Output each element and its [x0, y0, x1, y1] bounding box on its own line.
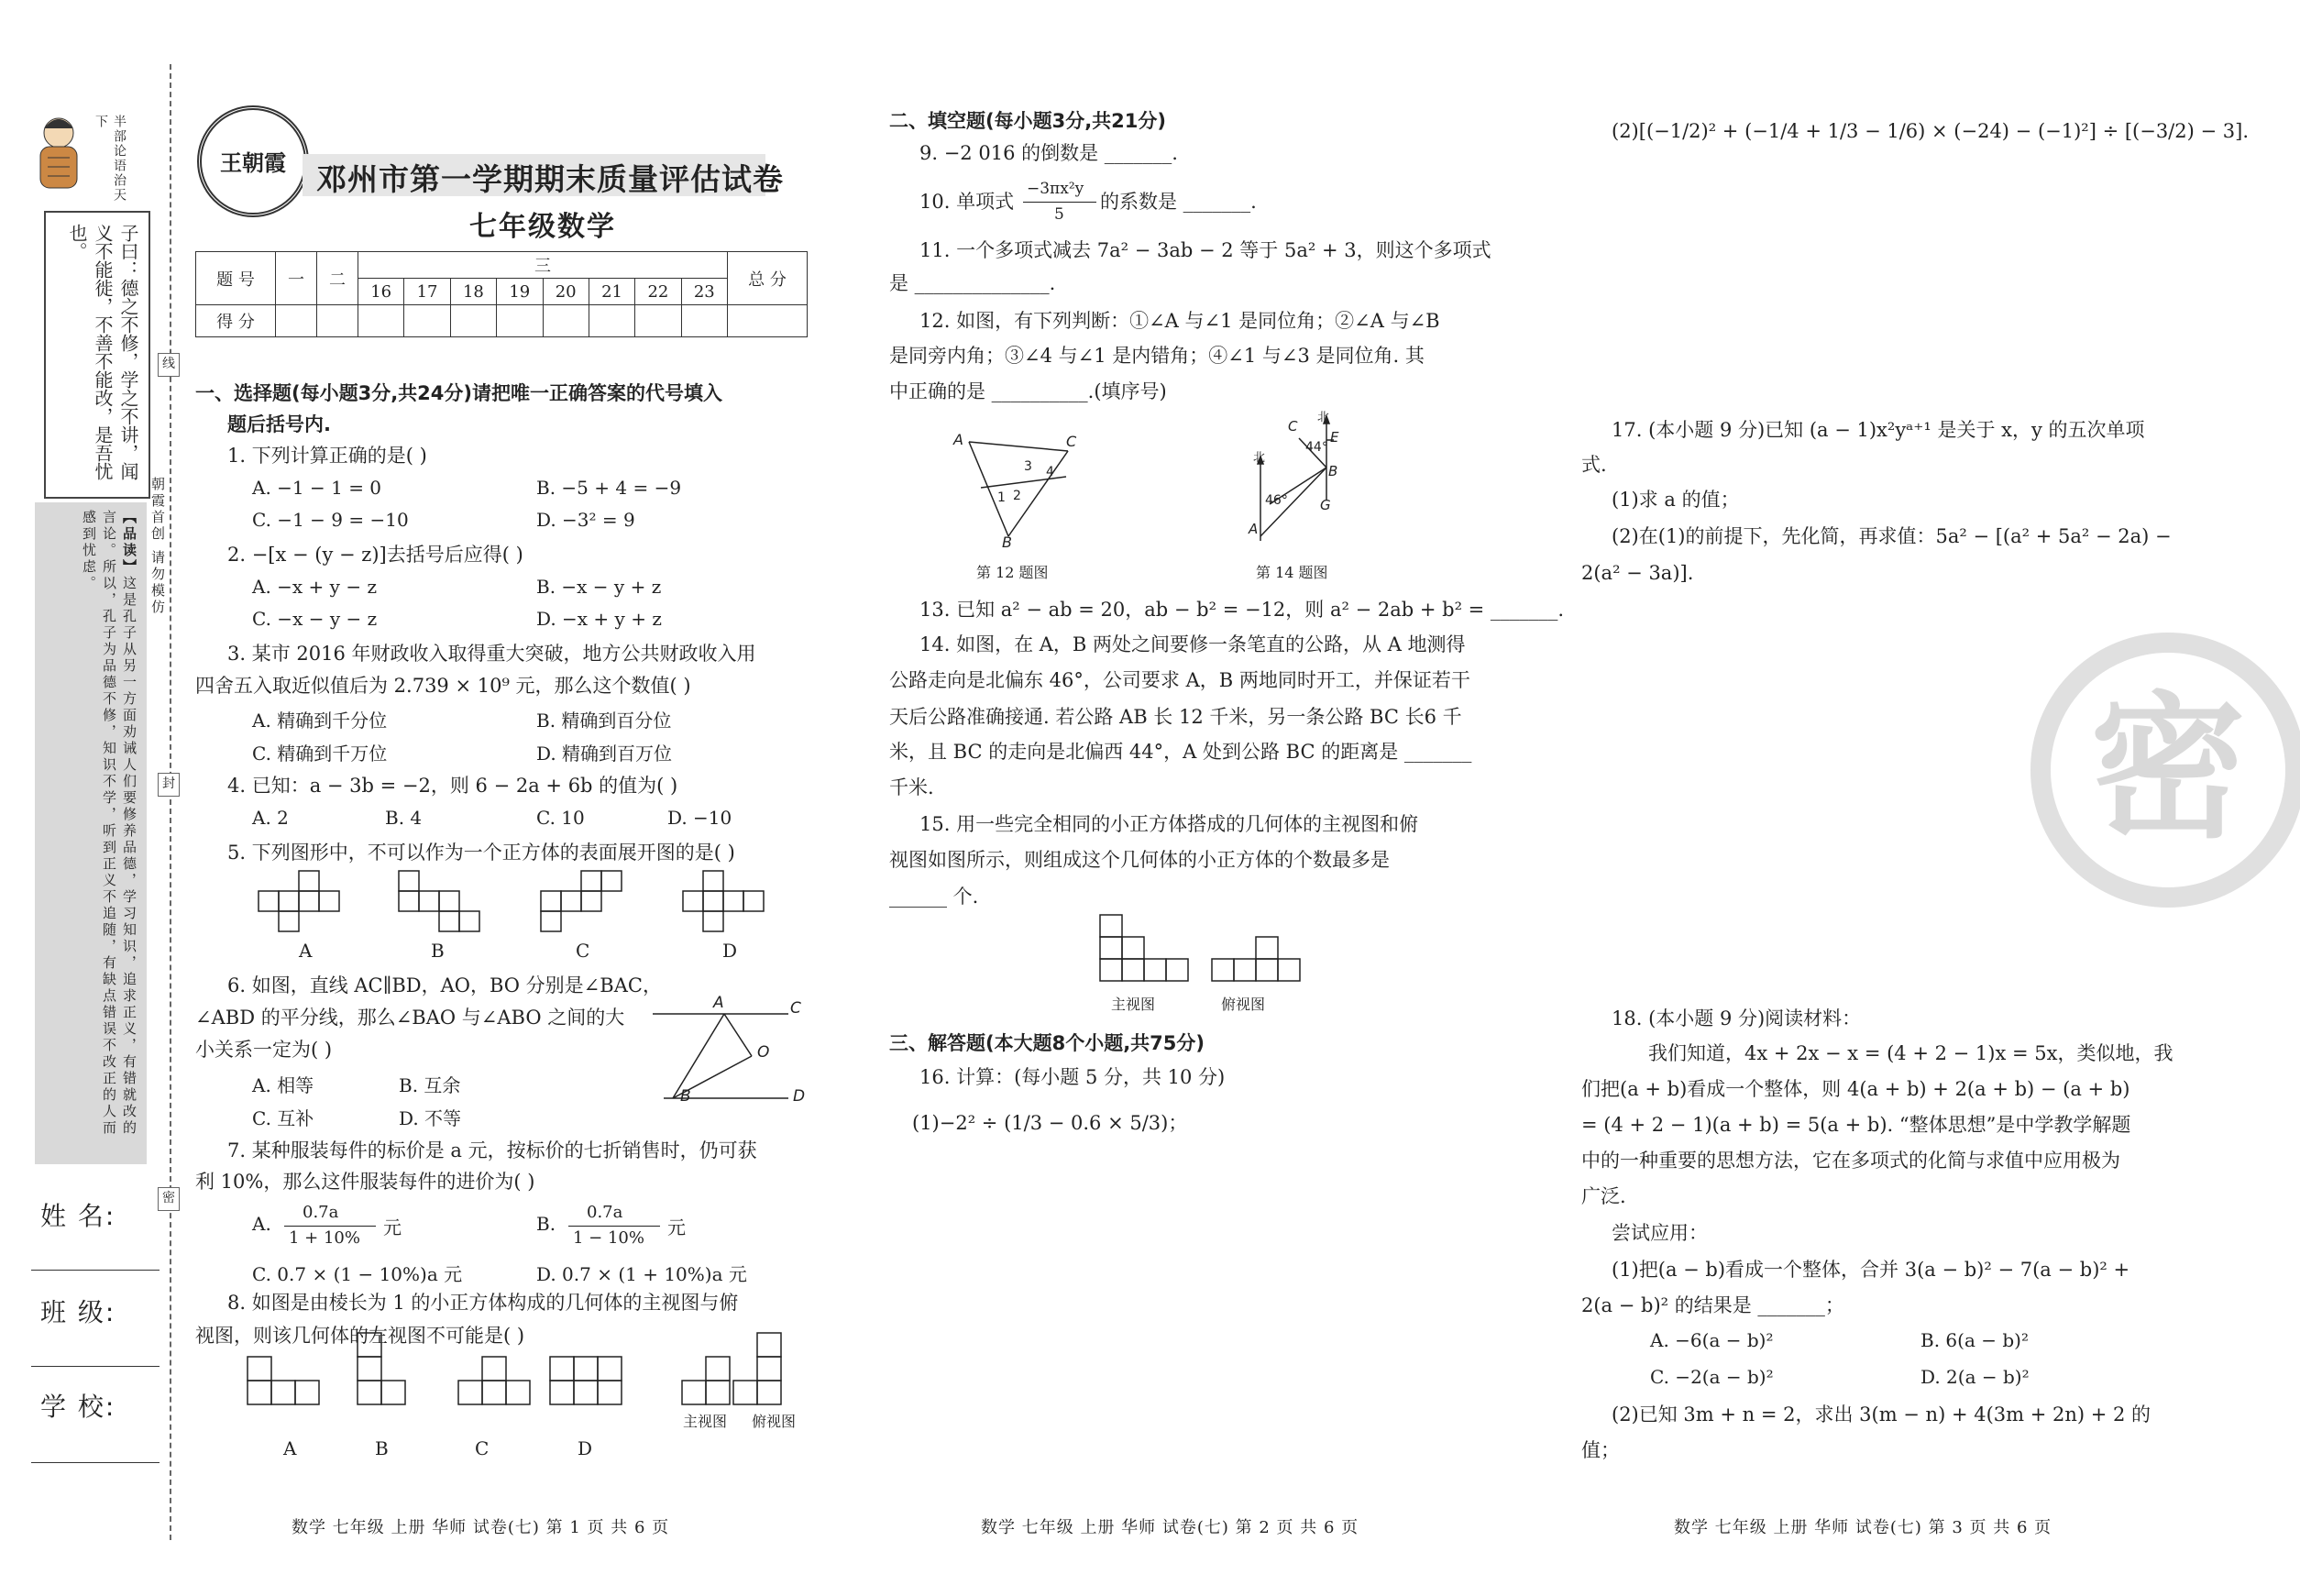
section-2-title: 二、填空题(每小题3分,共21分)	[889, 110, 1167, 132]
q14-line3: 天后公路准确接通. 若公路 AB 长 12 千米，另一条公路 BC 长6 千	[889, 706, 1462, 728]
school-field-line[interactable]	[31, 1462, 160, 1463]
score-cell[interactable]	[276, 305, 317, 337]
q18-line4: = (4 + 2 − 1)(a + b) = 5(a + b). “整体思想”是中学教学解题	[1581, 1114, 2131, 1136]
q18-opt-d: D. 2(a − b)²	[1920, 1366, 2030, 1388]
q10-numerator: −3πx²y	[1027, 180, 1084, 198]
q5-label-c: C	[576, 940, 590, 962]
q6-point-d: D	[793, 1087, 806, 1106]
q7-opt-b-unit: 元	[667, 1216, 686, 1238]
q-num-23: 23	[681, 279, 727, 305]
quote-box	[44, 211, 150, 499]
school-label: 学 校:	[40, 1392, 116, 1422]
section-1-title-cont: 题后括号内.	[227, 413, 331, 435]
q6-point-o: O	[757, 1043, 770, 1062]
q4-opt-c: C. 10	[536, 807, 585, 829]
q8-label-b: B	[375, 1437, 389, 1459]
q2-opt-d: D. −x + y + z	[536, 608, 662, 630]
q3-opt-d: D. 精确到百万位	[536, 743, 673, 765]
q9: 9. −2 016 的倒数是 _______.	[919, 142, 1178, 164]
fig12-label-b: B	[1002, 534, 1012, 551]
q6-point-c: C	[790, 999, 801, 1018]
q18-part2-line2: 值；	[1581, 1439, 1620, 1461]
score-cell[interactable]	[404, 305, 450, 337]
header-score: 得 分	[196, 305, 276, 337]
pindu-body: 这是孔子从另一方面劝诫人们要修养品德，学习知识，追求正义，有错就改的言论。所以，孔子为品德不修，知识不学，听到正义不追随，有缺点错误不改正的人而感到忧虑。	[81, 510, 138, 1137]
q18-part1-line2: 2(a − b)² 的结果是 _______；	[1581, 1294, 1844, 1316]
q3-line2: 四舍五入取近似值后为 2.739 × 10⁹ 元，那么这个数值( )	[195, 675, 691, 697]
header-total: 总 分	[728, 252, 808, 305]
fig14-point-g: G	[1320, 497, 1331, 513]
q7-opt-b-num: 0.7a	[587, 1203, 623, 1222]
q4: 4. 已知：a − 3b = −2，则 6 − 2a + 6b 的值为( )	[227, 775, 678, 797]
q-num-16: 16	[358, 279, 404, 305]
q3-opt-b: B. 精确到百分位	[536, 710, 672, 732]
q14-line2: 公路走向是北偏东 46°，公司要求 A，B 两地同时开工，并保证若干	[889, 669, 1470, 691]
q7-opt-b-den: 1 − 10%	[573, 1228, 644, 1248]
q2-opt-a: A. −x + y − z	[252, 576, 377, 598]
q10-suffix: 的系数是 _______.	[1100, 191, 1257, 213]
q1-opt-d: D. −3² = 9	[536, 509, 635, 531]
pindu-box	[35, 502, 147, 1164]
q15-line1: 15. 用一些完全相同的小正方体搭成的几何体的主视图和俯	[919, 813, 1419, 835]
q6-opt-d: D. 不等	[399, 1107, 462, 1129]
score-cell[interactable]	[635, 305, 681, 337]
q17-line2: 式.	[1581, 454, 1607, 476]
section-3-title: 三、解答题(本大题8个小题,共75分)	[889, 1032, 1205, 1054]
fig14-caption: 第 14 题图	[1256, 564, 1328, 581]
q7-opt-b-label: B.	[536, 1213, 556, 1235]
footer-page-3: 数学 七年级 上册 华师 试卷(七) 第 3 页 共 6 页	[1674, 1518, 2052, 1537]
q17-part2-line2: 2(a² − 3a)].	[1581, 562, 1694, 584]
q3-opt-c: C. 精确到千万位	[252, 743, 388, 765]
binding-mark-line: 线	[158, 353, 180, 377]
q-num-21: 21	[589, 279, 634, 305]
q18-part1-line1: (1)把(a − b)看成一个整体，合并 3(a − b)² − 7(a − b)² +	[1612, 1259, 2130, 1281]
q16: 16. 计算：(每小题 5 分，共 10 分)	[919, 1066, 1226, 1088]
q10-prefix: 10. 单项式	[919, 191, 1015, 213]
quote-text: 子曰：德之不修，学之不讲，闻义不能徙，不善不能改，是吾忧也。	[66, 224, 139, 480]
q6-line2: ∠ABD 的平分线，那么∠BAO 与∠ABO 之间的大	[195, 1007, 625, 1029]
q18-opt-a: A. −6(a − b)²	[1650, 1329, 1774, 1351]
q6-point-b: B	[680, 1087, 691, 1106]
q8-label-d: D	[578, 1437, 593, 1459]
brand-logo-text: 王朝霞	[220, 149, 286, 176]
confucius-image	[31, 110, 86, 197]
header-section-three: 三	[358, 252, 728, 279]
q11-line2: 是 ______________.	[889, 272, 1056, 294]
score-cell[interactable]	[728, 305, 808, 337]
footer-page-2: 数学 七年级 上册 华师 试卷(七) 第 2 页 共 6 页	[981, 1518, 1359, 1537]
score-cell[interactable]	[543, 305, 589, 337]
q7-opt-a-unit: 元	[383, 1216, 402, 1238]
header-section-one: 一	[276, 252, 317, 305]
q6-figure	[653, 999, 809, 1105]
fig12-label-3: 3	[1024, 459, 1032, 474]
q4-opt-b: B. 4	[385, 807, 423, 829]
footer-page-1: 数学 七年级 上册 华师 试卷(七) 第 1 页 共 6 页	[292, 1518, 670, 1537]
q2-opt-b: B. −x − y + z	[536, 576, 662, 598]
fig12-label-a: A	[953, 431, 963, 448]
secret-stamp-text: 密	[2089, 678, 2246, 860]
q5: 5. 下列图形中，不可以作为一个正方体的表面展开图的是( )	[227, 842, 735, 864]
score-cell[interactable]	[317, 305, 358, 337]
q1-opt-b: B. −5 + 4 = −9	[536, 477, 682, 499]
binding-mark-secret: 密	[158, 1187, 180, 1211]
name-field-line[interactable]	[31, 1270, 160, 1271]
q17-part1: (1)求 a 的值；	[1612, 489, 1740, 511]
score-cell[interactable]	[450, 305, 496, 337]
section-1-title: 一、选择题(每小题3分,共24分)请把唯一正确答案的代号填入	[195, 382, 723, 404]
class-label: 班 级:	[40, 1297, 116, 1327]
fig14-north-right: 北	[1317, 411, 1330, 424]
q5-figures	[257, 871, 770, 935]
copyright-notice: 朝霞首创 请勿模仿	[149, 477, 166, 616]
q18-line2: 我们知道，4x + 2x − x = (4 + 2 − 1)x = 5x，类似地，我	[1648, 1042, 2173, 1064]
score-cell[interactable]	[589, 305, 634, 337]
strip-motto: 半部论语治天下	[94, 115, 127, 203]
q15-top-view-label: 俯视图	[1221, 996, 1266, 1013]
q3-line1: 3. 某市 2016 年财政收入取得重大突破，地方公共财政收入用	[227, 643, 756, 665]
q2: 2. −[x − (y − z)]去括号后应得( )	[227, 544, 523, 566]
q17-line1: 17. (本小题 9 分)已知 (a − 1)x²yᵃ⁺¹ 是关于 x，y 的五次单项	[1612, 419, 2145, 441]
q14-line5: 千米.	[889, 776, 934, 798]
q6-opt-c: C. 互补	[252, 1107, 314, 1129]
q8-top-view-label: 俯视图	[752, 1413, 797, 1430]
q4-opt-d: D. −10	[667, 807, 732, 829]
score-cell[interactable]	[497, 305, 543, 337]
q7-opt-c: C. 0.7 × (1 − 10%)a 元	[252, 1263, 463, 1285]
class-field-line[interactable]	[31, 1366, 160, 1367]
q7-opt-a-label: A.	[252, 1213, 271, 1235]
binding-line	[170, 64, 171, 1540]
fig12-label-c: C	[1066, 433, 1077, 450]
q15-main-view-label: 主视图	[1111, 996, 1156, 1013]
q18-part2-line1: (2)已知 3m + n = 2，求出 3(m − n) + 4(3m + 2n) + 2 的	[1612, 1403, 2151, 1425]
binding-mark-seal: 封	[158, 773, 180, 797]
fig14-point-e: E	[1330, 429, 1339, 446]
q6-point-a: A	[713, 994, 724, 1012]
score-cell[interactable]	[358, 305, 404, 337]
q7-opt-a-fracbar	[284, 1226, 376, 1227]
fig14-north-left: 北	[1253, 451, 1266, 465]
score-table	[195, 251, 808, 337]
q1-opt-a: A. −1 − 1 = 0	[252, 477, 382, 499]
header-question-no: 题 号	[196, 252, 276, 305]
q3-opt-a: A. 精确到千分位	[252, 710, 388, 732]
q12-line2: 是同旁内角；③∠4 与∠1 是内错角；④∠1 与∠3 是同位角. 其	[889, 345, 1425, 367]
name-label: 姓 名:	[40, 1201, 116, 1231]
exam-title: 邓州市第一学期期末质量评估试卷	[316, 161, 784, 197]
confucius-figure	[31, 110, 86, 197]
q7-opt-a-den: 1 + 10%	[289, 1228, 360, 1248]
q1-opt-c: C. −1 − 9 = −10	[252, 509, 409, 531]
q6-line1: 6. 如图，直线 AC∥BD，AO，BO 分别是∠BAC，	[227, 974, 662, 996]
q8-line2: 视图，则该几何体的左视图不可能是( )	[195, 1325, 525, 1347]
fig12-label-1: 1	[997, 490, 1006, 505]
q13: 13. 已知 a² − ab = 20，ab − b² = −12，则 a² − 2ab + b² = _______.	[919, 599, 1565, 621]
fig14-point-b: B	[1328, 463, 1338, 479]
q8-label-a: A	[283, 1437, 297, 1459]
q-num-18: 18	[450, 279, 496, 305]
q15-line3: ______ 个.	[889, 886, 979, 908]
q-num-17: 17	[404, 279, 450, 305]
q12-line1: 12. 如图，有下列判断：①∠A 与∠1 是同位角；②∠A 与∠B	[919, 310, 1440, 332]
secret-stamp	[2030, 633, 2300, 908]
brand-logo	[197, 105, 309, 217]
q7-opt-a-num: 0.7a	[303, 1203, 339, 1222]
header-section-two: 二	[317, 252, 358, 305]
q6-opt-a: A. 相等	[252, 1074, 314, 1096]
q7-opt-b-fracbar	[568, 1226, 660, 1227]
q5-label-d: D	[722, 940, 738, 962]
q17-part2-line1: (2)在(1)的前提下，先化简，再求值：5a² − [(a² + 5a² − 2a) −	[1612, 525, 2172, 547]
q7-line1: 7. 某种服装每件的标价是 a 元，按标价的七折销售时，仍可获	[227, 1139, 757, 1161]
q7-line2: 利 10%，那么这件服装每件的进价为( )	[195, 1171, 535, 1193]
q8-label-c: C	[475, 1437, 490, 1459]
q10-fracbar	[1023, 202, 1096, 203]
fig14-angle-46: 46°	[1265, 493, 1288, 508]
q-num-19: 19	[497, 279, 543, 305]
q18-line5: 中的一种重要的思想方法，它在多项式的化简与求值中应用极为	[1581, 1150, 2120, 1172]
q5-label-b: B	[431, 940, 445, 962]
q18-opt-b: B. 6(a − b)²	[1920, 1329, 2029, 1351]
q15-line2: 视图如图所示，则组成这个几何体的小正方体的个数最多是	[889, 849, 1390, 871]
q6-line3: 小关系一定为( )	[195, 1039, 333, 1061]
q1: 1. 下列计算正确的是( )	[227, 445, 427, 467]
fig14-point-c: C	[1288, 418, 1298, 435]
exam-subtitle: 七年级数学	[469, 211, 616, 243]
q18-opt-c: C. −2(a − b)²	[1650, 1366, 1774, 1388]
q-num-22: 22	[635, 279, 681, 305]
q11-line1: 11. 一个多项式减去 7a² − 3ab − 2 等于 5a² + 3，则这个多项式	[919, 239, 1491, 261]
q12-line3: 中正确的是 __________.(填序号)	[889, 380, 1167, 402]
q2-opt-c: C. −x − y − z	[252, 608, 378, 630]
q7-opt-d: D. 0.7 × (1 + 10%)a 元	[536, 1263, 747, 1285]
fig12-label-2: 2	[1013, 489, 1021, 503]
score-cell[interactable]	[681, 305, 727, 337]
q10-denominator: 5	[1054, 205, 1064, 224]
fig14-point-a: A	[1249, 521, 1259, 537]
q18-line3: 们把(a + b)看成一个整体，则 4(a + b) + 2(a + b) − (a + b)	[1581, 1078, 2130, 1100]
q8-line1: 8. 如图是由棱长为 1 的小正方体构成的几何体的主视图与俯	[227, 1292, 739, 1314]
q4-opt-a: A. 2	[252, 807, 289, 829]
q16-part2: (2)[(−1/2)² + (−1/4 + 1/3 − 1/6) × (−24) − (−1)²] ÷ [(−3/2) − 3].	[1612, 120, 2249, 142]
pindu-label: 【品读】	[121, 510, 138, 576]
fig12-label-4: 4	[1046, 465, 1054, 479]
fig12-caption: 第 12 题图	[976, 564, 1049, 581]
q6-opt-b: B. 互余	[399, 1074, 461, 1096]
q5-label-a: A	[299, 940, 313, 962]
q8-figures	[246, 1329, 814, 1430]
q18-line6: 广泛.	[1581, 1185, 1626, 1207]
pindu-text	[79, 510, 139, 1151]
fig14-angle-44: 44°	[1305, 440, 1328, 455]
q-num-20: 20	[543, 279, 589, 305]
q8-main-view-label: 主视图	[683, 1413, 728, 1430]
q18-line1: 18. (本小题 9 分)阅读材料：	[1612, 1007, 1862, 1029]
q14-line4: 米，且 BC 的走向是北偏西 44°，A 处到公路 BC 的距离是 _______	[889, 741, 1472, 763]
q15-figures	[1098, 913, 1300, 990]
q14-line1: 14. 如图，在 A，B 两处之间要修一条笔直的公路，从 A 地测得	[919, 633, 1466, 655]
q18-try: 尝试应用：	[1612, 1222, 1708, 1244]
q16-part1: (1)−2² ÷ (1/3 − 0.6 × 5/3)；	[912, 1112, 1188, 1134]
